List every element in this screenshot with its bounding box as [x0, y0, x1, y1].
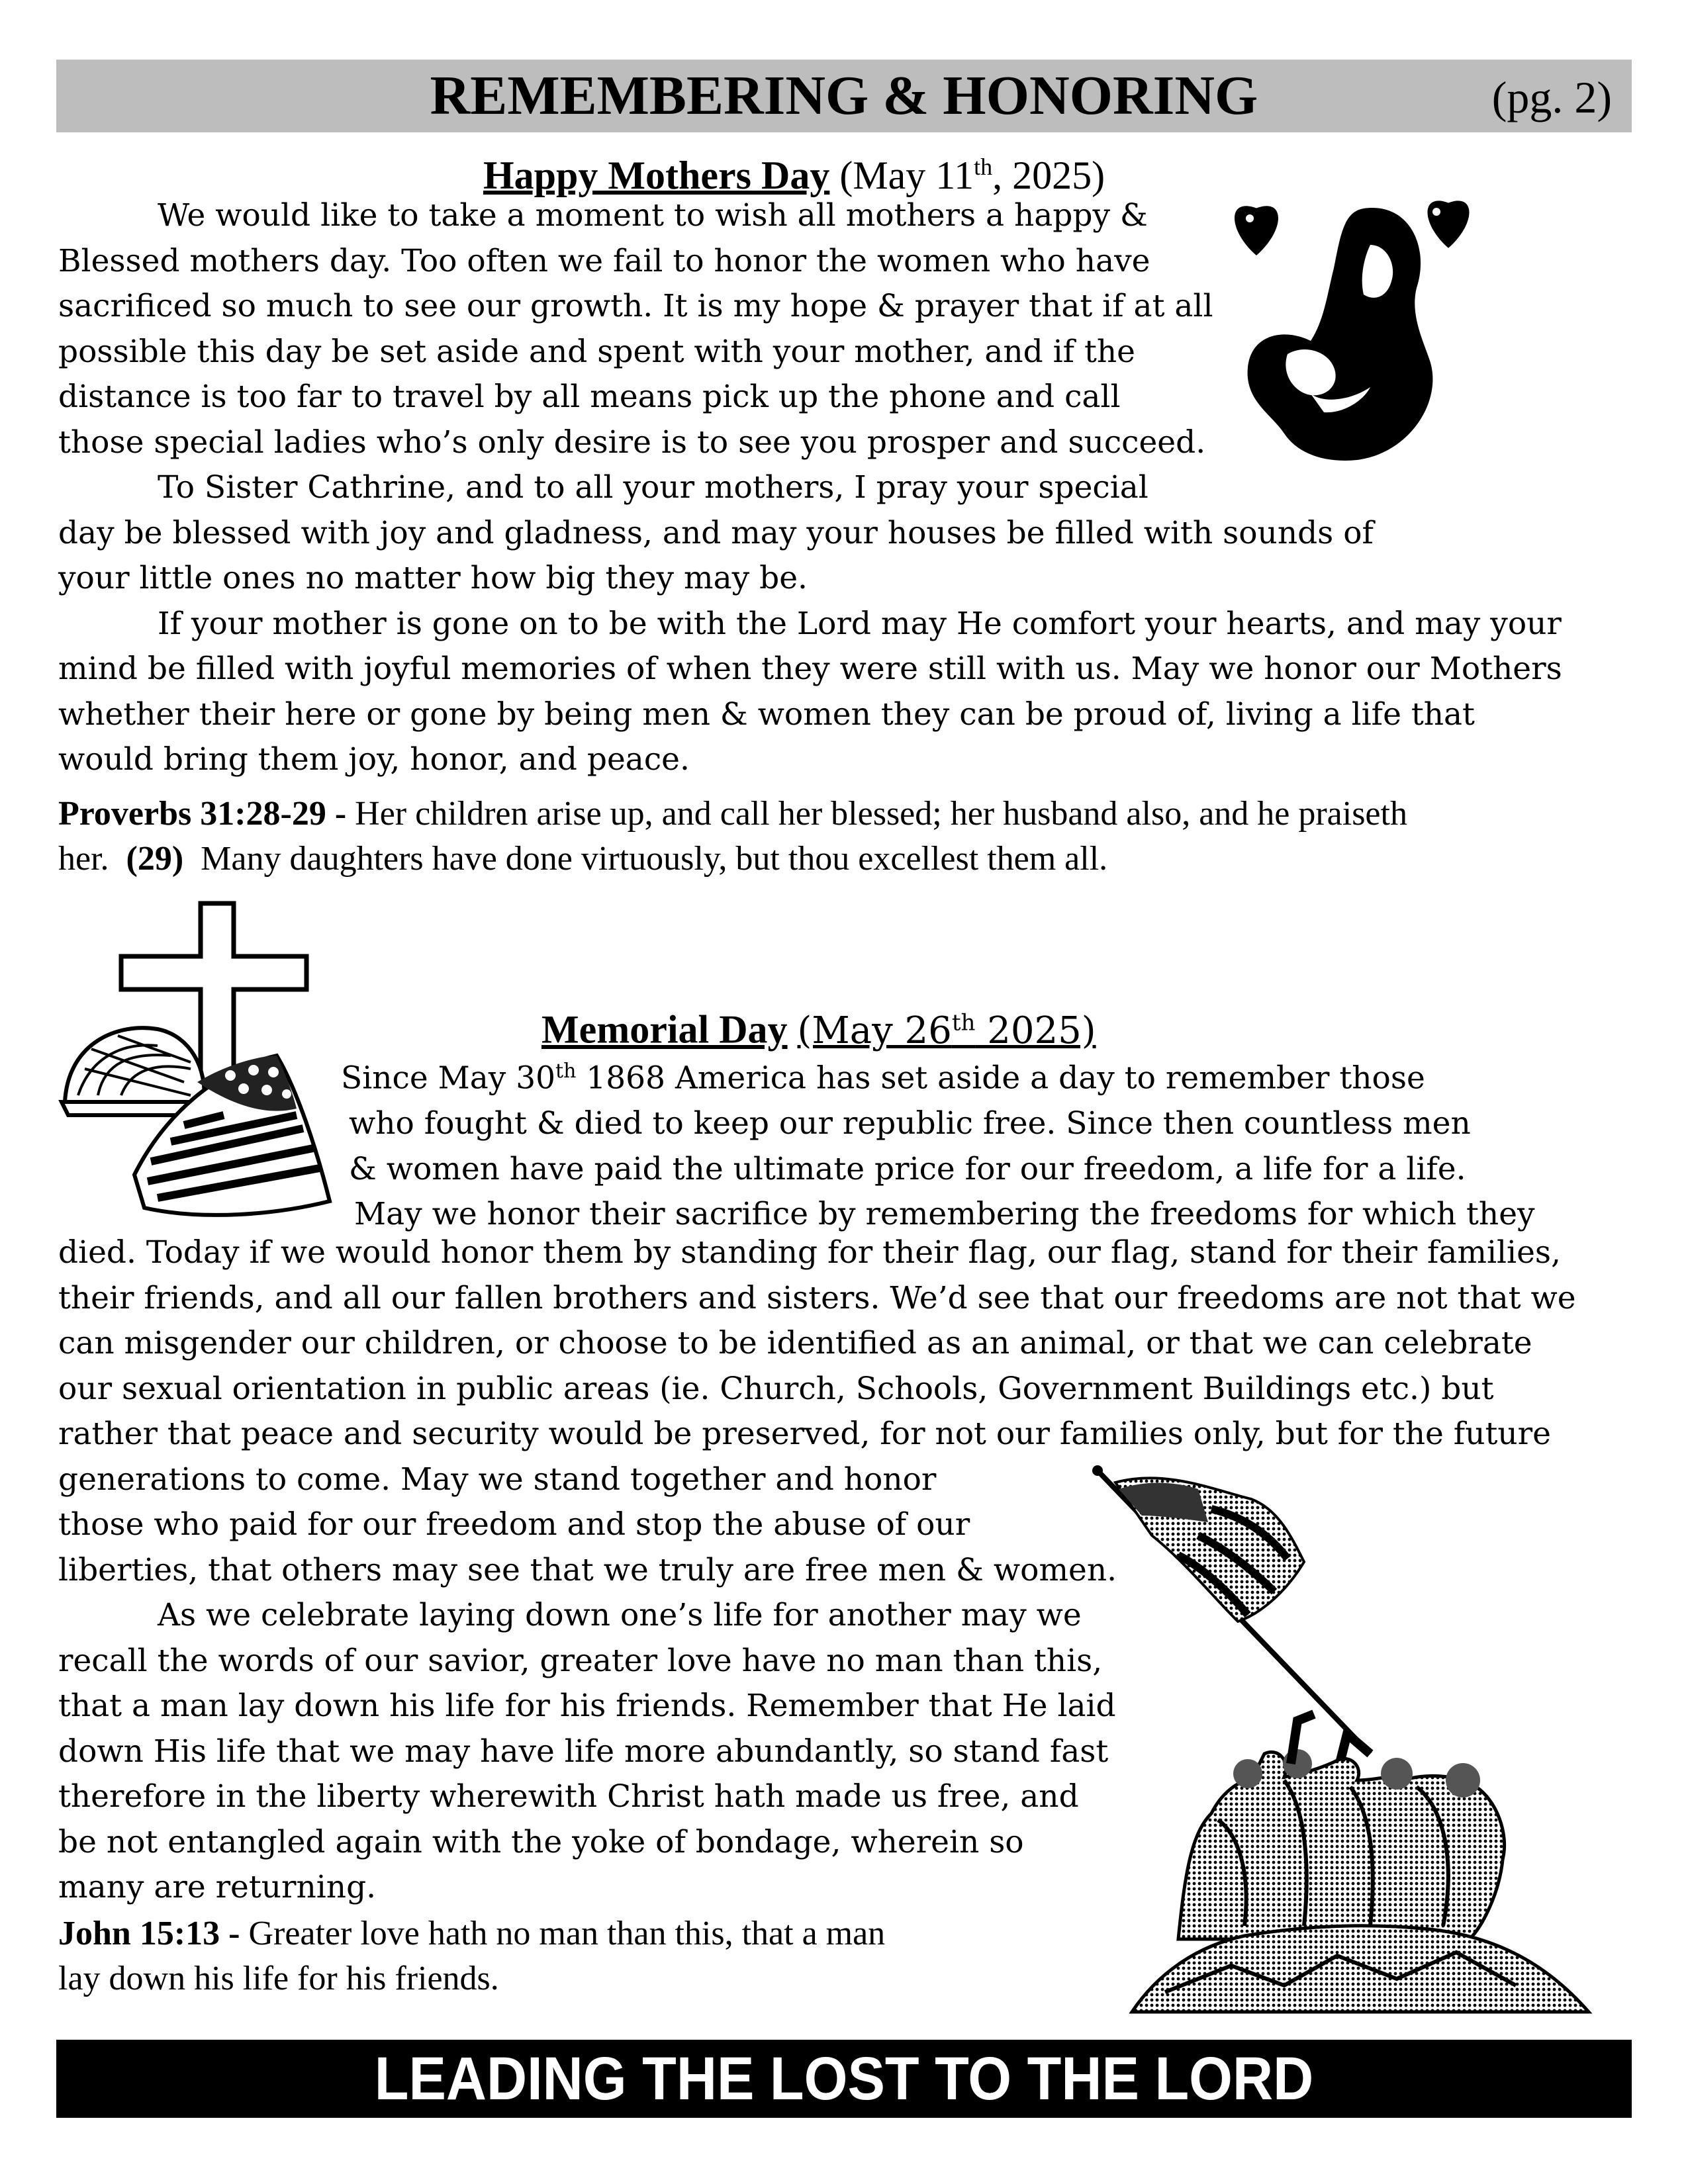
paragraph-line: can misgender our children, or choose to be identified as an animal, or that we can celebrate [58, 1325, 1532, 1361]
paragraph-line: generations to come. May we stand together and honor [58, 1461, 937, 1498]
paragraph-line: therefore in the liberty wherewith Christ hath made us free, and [58, 1778, 1079, 1815]
cross-helmet-flag-illustration [58, 897, 343, 1228]
paragraph-line: To Sister Cathrine, and to all your mothers, I pray your special [158, 469, 1149, 506]
waving-flag-icon [1115, 1478, 1304, 1621]
paragraph-line: those special ladies who’s only desire is to see you prosper and succeed. [58, 424, 1206, 461]
paragraph-line: would bring them joy, honor, and peace. [58, 741, 690, 778]
verse-line: her. (29) Many daughters have done virtuously, but thou excellest them all. [58, 840, 1108, 878]
verse-line: lay down his life for his friends. [58, 1960, 499, 1997]
paragraph-line: day be blessed with joy and gladness, and may your houses be filled with sounds of [58, 514, 1374, 551]
paragraph-line: sacrificed so much to see our growth. It is my hope & prayer that if at all [58, 288, 1213, 324]
paragraph-line: Since May 30th 1868 America has set aside a day to remember those [341, 1060, 1425, 1097]
paragraph-line: our sexual orientation in public areas (ie. Church, Schools, Government Buildings etc.) but [58, 1370, 1494, 1407]
page-footer [56, 2040, 1632, 2118]
paragraph-line: distance is too far to travel by all means pick up the phone and call [58, 379, 1121, 415]
heart-icon [1235, 206, 1278, 255]
proverbs-verse [58, 792, 1407, 882]
footer-slogan: LEADING THE LOST TO THE LORD [374, 2045, 1314, 2113]
john-verse [58, 1911, 885, 2001]
paragraph-line: be not entangled again with the yoke of bondage, wherein so [58, 1823, 1024, 1860]
paragraph-line: If your mother is gone on to be with the Lord may He comfort your hearts, and may your [158, 605, 1562, 642]
verse-number: (29) [126, 840, 184, 878]
paragraph-line: possible this day be set aside and spent with your mother, and if the [58, 333, 1135, 370]
memorial-day-heading [541, 999, 1096, 1054]
memorial-day-date: (May 26th 2025) [797, 1009, 1096, 1052]
paragraph-line: down His life that we may have life more abundantly, so stand fast [58, 1733, 1109, 1770]
paragraph-line: their friends, and all our fallen brothers and sisters. We’d see that our freedoms are not that we [58, 1279, 1576, 1316]
paragraph-line: died. Today if we would honor them by standing for their flag, our flag, stand for their families, [58, 1234, 1561, 1271]
paragraph-line: who fought & died to keep our republic free. Since then countless men [349, 1105, 1471, 1142]
page-number: (pg. 2) [1491, 72, 1612, 122]
flag-raising-illustration [1086, 1463, 1615, 2019]
paragraph-line: As we celebrate laying down one’s life for another may we [158, 1597, 1082, 1633]
paragraph-line: that a man lay down his life for his friends. Remember that He laid [58, 1688, 1116, 1724]
memorial-day-intro [341, 1049, 1535, 1238]
verse-reference: John 15:13 - [58, 1915, 240, 1952]
paragraph-line: mind be filled with joyful memories of when they were still with us. May we honor our Mothers [58, 651, 1562, 687]
mother-child-illustration [1211, 182, 1503, 473]
paragraph-line: those who paid for our freedom and stop the abuse of our [58, 1506, 970, 1543]
page-title: REMEMBERING & HONORING [430, 65, 1258, 126]
memorial-day-title: Memorial Day [541, 1007, 788, 1052]
verse-line: John 15:13 - Greater love hath no man than this, that a man [58, 1915, 886, 1952]
paragraph-line: Blessed mothers day. Too often we fail to honor the women who have [58, 242, 1150, 279]
heart-icon [1428, 201, 1470, 248]
soldiers-icon [1178, 1714, 1505, 1939]
mothers-day-title: Happy Mothers Day [483, 154, 830, 197]
paragraph-line: whether their here or gone by being men & women they can be proud of, living a life that [58, 696, 1475, 733]
verse-reference: Proverbs 31:28-29 - [58, 795, 347, 833]
paragraph-line: May we honor their sacrifice by remembering the freedoms for which they [354, 1196, 1535, 1233]
page-header [56, 60, 1632, 132]
paragraph-line: We would like to take a moment to wish all mothers a happy & [158, 197, 1148, 234]
mothers-day-date: (May 11th, 2025) [839, 154, 1105, 197]
paragraph-line: rather that peace and security would be preserved, for not our families only, but for the future [58, 1416, 1551, 1452]
paragraph-line: many are returning. [58, 1869, 377, 1905]
paragraph-line: & women have paid the ultimate price for our freedom, a life for a life. [349, 1150, 1466, 1187]
paragraph-line: recall the words of our savior, greater love have no man than this, [58, 1642, 1103, 1679]
helmet-icon [62, 1028, 207, 1115]
verse-line: Proverbs 31:28-29 - Her children arise up, and call her blessed; her husband also, and he praiseth [58, 795, 1407, 833]
mothers-day-heading [483, 144, 1105, 199]
paragraph-line: liberties, that others may see that we truly are free men & women. [58, 1551, 1117, 1588]
paragraph-line: your little ones no matter how big they may be. [58, 560, 808, 596]
